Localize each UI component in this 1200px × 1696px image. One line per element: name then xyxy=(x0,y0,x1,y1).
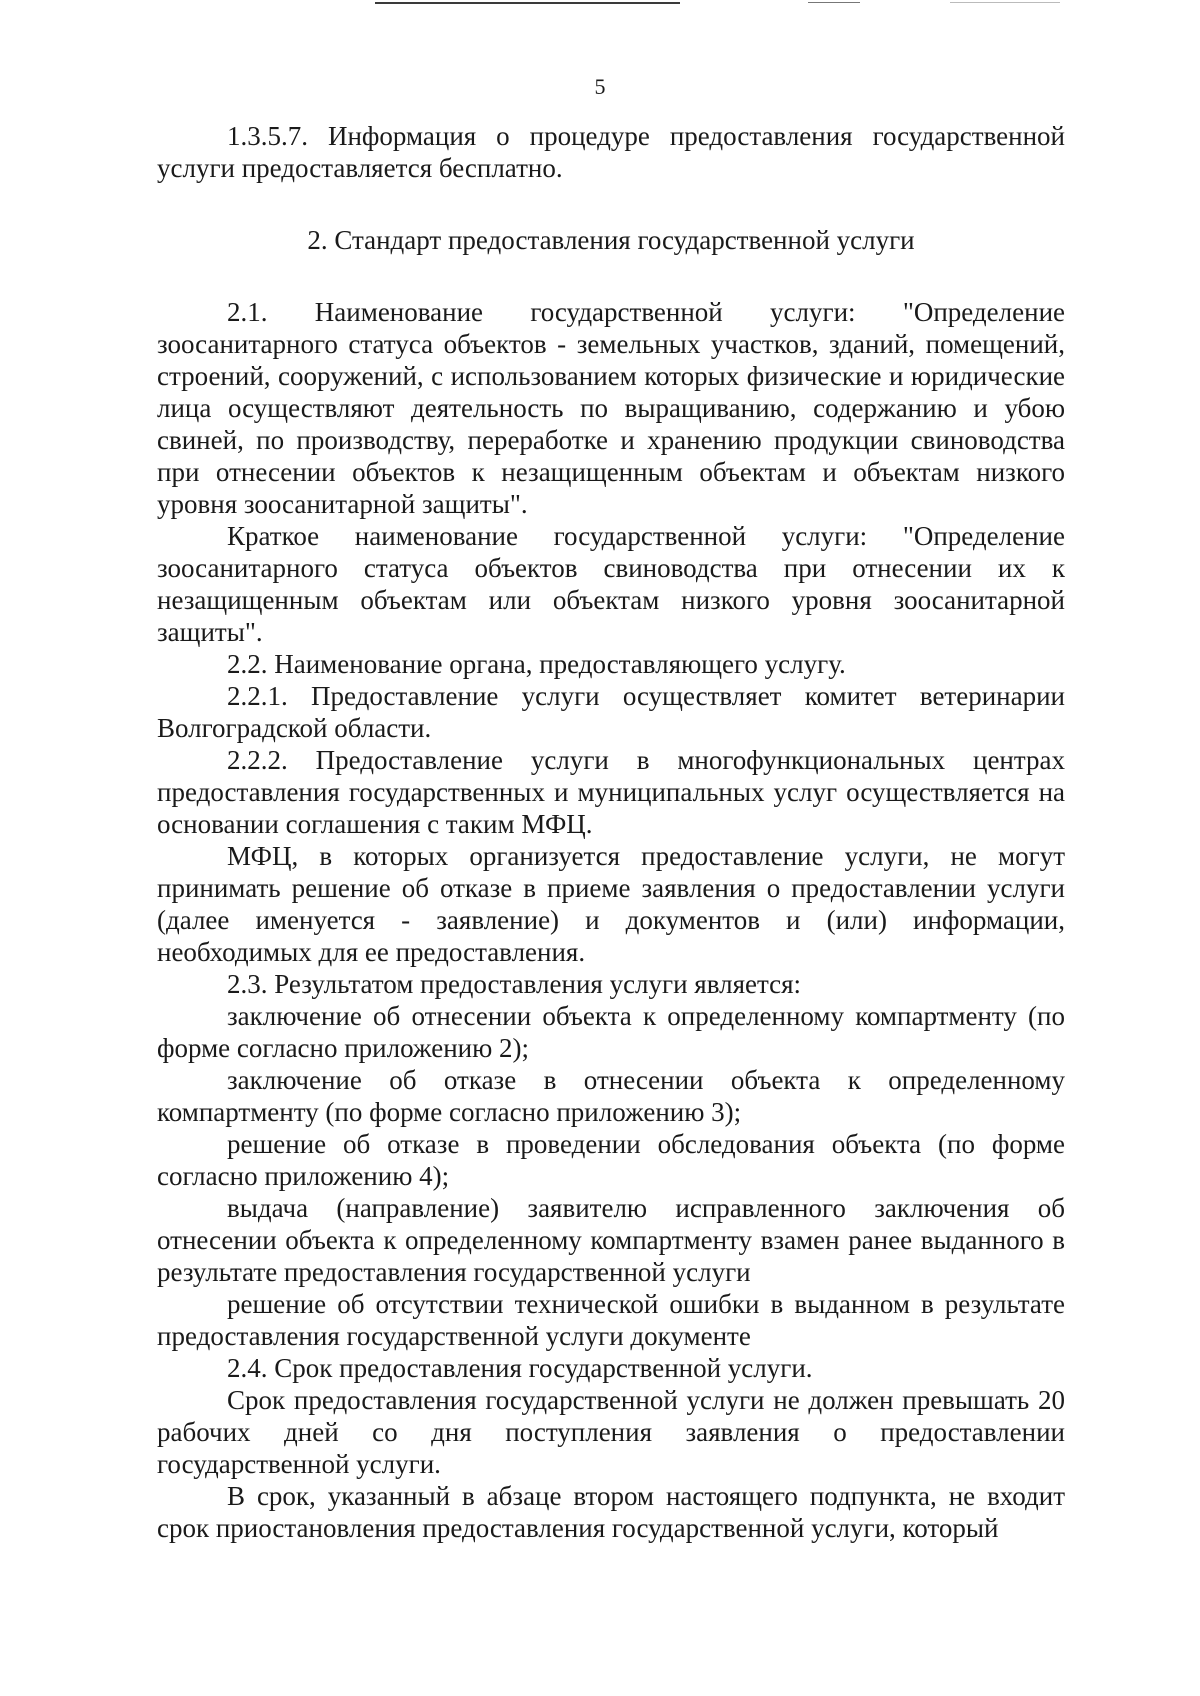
paragraph-2-2-1: 2.2.1. Предоставление услуги осуществляет комитет ветеринарии Волгоградской области. xyxy=(157,681,1065,743)
paragraph-short-name: Краткое наименование государственной услуги: "Определение зоосанитарного статуса объектов свиноводства при отнесении их к незащищенным объектам или объектам низкого уровня зоосанитарной защиты". xyxy=(157,521,1065,647)
result-item-2: заключение об отказе в отнесении объекта к определенному компартменту (по форме согласно приложению 3); xyxy=(157,1065,1065,1127)
paragraph-2-2: 2.2. Наименование органа, предоставляющего услугу. xyxy=(227,649,846,679)
paragraph-2-2-2: 2.2.2. Предоставление услуги в многофункциональных центрах предоставления государственных и муниципальных услуг осуществляется на основании соглашения с таким МФЦ. xyxy=(157,745,1065,839)
section-heading: 2. Стандарт предоставления государственной услуги xyxy=(307,225,915,255)
paragraph-2-3: 2.3. Результатом предоставления услуги является: xyxy=(227,969,802,999)
result-item-3: решение об отказе в проведении обследования объекта (по форме согласно приложению 4); xyxy=(157,1129,1065,1191)
paragraph-mfc: МФЦ, в которых организуется предоставление услуги, не могут принимать решение об отказе в приеме заявления о предоставлении услуги (далее именуется - заявление) и документов и (или) информации, необходимых для ее предоставления. xyxy=(157,841,1065,967)
scan-artifact-line xyxy=(950,2,1060,3)
scan-artifact-line xyxy=(808,2,860,3)
paragraph-2-4: 2.4. Срок предоставления государственной услуги. xyxy=(227,1353,813,1383)
paragraph-term: Срок предоставления государственной услуги не должен превышать 20 рабочих дней со дня поступления заявления о предоставлении государственной услуги. xyxy=(157,1385,1065,1479)
paragraph-2-1: 2.1. Наименование государственной услуги: "Определение зоосанитарного статуса объектов - земельных участков, зданий, помещений, строений, сооружений, с использованием которых физические и юридические лица осуществляют деятельность по выращиванию, содержанию и убою свиней, по производству, переработке и хранению продукции свиноводства при отнесении объектов к незащищенным объектам и объектам низкого уровня зоосанитарной защиты". xyxy=(157,297,1065,519)
page-number: 5 xyxy=(594,74,606,99)
result-item-4: выдача (направление) заявителю исправленного заключения об отнесении объекта к определенному компартменту взамен ранее выданного в результате предоставления государственной услуги xyxy=(157,1193,1065,1287)
scan-artifact-line xyxy=(375,2,680,4)
result-item-1: заключение об отнесении объекта к определенному компартменту (по форме согласно приложению 2); xyxy=(157,1001,1065,1063)
paragraph-1-3-5-7: 1.3.5.7. Информация о процедуре предоставления государственной услуги предоставляется бесплатно. xyxy=(157,121,1065,183)
document-body xyxy=(157,120,1065,1544)
result-item-5: решение об отсутствии технической ошибки в выданном в результате предоставления государственной услуги документе xyxy=(157,1289,1065,1351)
paragraph-suspension: В срок, указанный в абзаце втором настоящего подпункта, не входит срок приостановления предоставления государственной услуги, который xyxy=(157,1481,1065,1543)
